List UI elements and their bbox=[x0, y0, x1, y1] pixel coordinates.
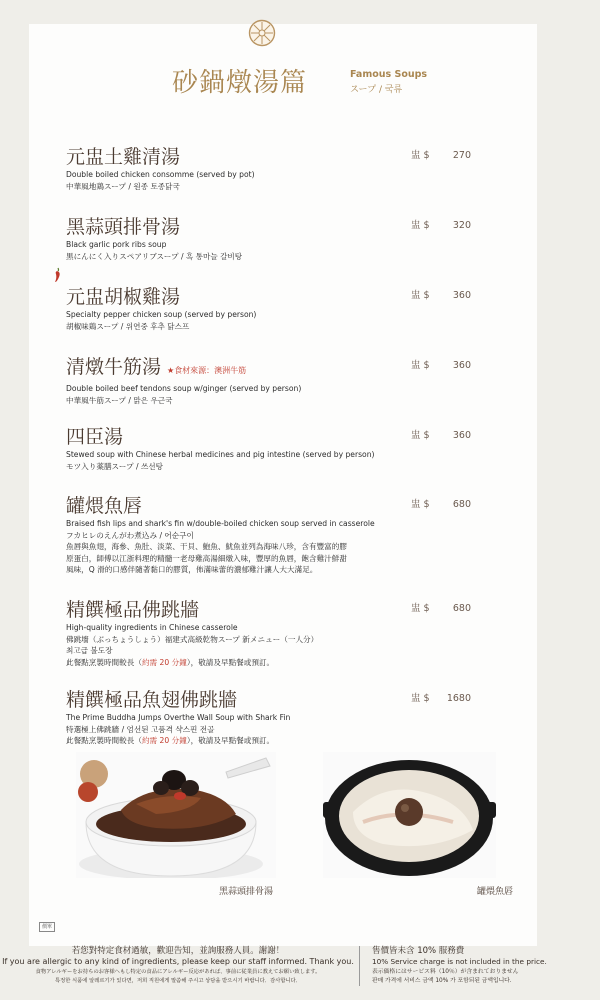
item-jp: 黒にんにく入りスペアリブスープ / 흑 통마늘 갈비탕 bbox=[66, 251, 243, 261]
lotus-logo-icon bbox=[248, 19, 276, 47]
item-desc: 風味，Q 滑的口感伴隨著黏口的膠質，佈滿味蕾的濃郁雞汁讓人大大滿足。 bbox=[66, 565, 318, 574]
section-title-en: Famous Soups bbox=[350, 69, 428, 80]
price-value: 270 bbox=[452, 150, 471, 161]
item-name: 元盅土雞清湯 bbox=[66, 146, 181, 168]
item-price bbox=[411, 147, 501, 161]
item-jp: フカヒレのえんがわ煮込み / 어순구이 bbox=[66, 530, 194, 540]
allergy-zh: 若您對特定食材過敏，歡迎告知，並詢服務人員。謝謝！ bbox=[71, 946, 285, 956]
price-value: 360 bbox=[452, 430, 471, 441]
price-stamp: 價單 bbox=[39, 922, 55, 932]
price-value: 1680 bbox=[446, 693, 471, 704]
currency: 盅 $ bbox=[411, 693, 430, 704]
footer bbox=[0, 946, 600, 1000]
allergy-kr: 특정한 식품에 알레르기가 있다면，저희 직원에게 말씀해 주시고 상담을 받으시기 바랍니다．감사합니다． bbox=[55, 977, 301, 984]
allergy-jp: 食物アレルギーをお持ちのお客様へもし特定の食品にアレルギー反応があれば、事前に従業員に教えてお願い致します。 bbox=[35, 968, 321, 975]
ingredient-source-note: ★食材來源：澳洲牛筋 bbox=[167, 366, 247, 375]
photo-caption-left: 黑蒜頭排骨湯 bbox=[219, 887, 274, 897]
currency: 盅 $ bbox=[411, 430, 430, 441]
item-jp: 特選極上佛跳牆 / 엄선된 고품격 샥스핀 전골 bbox=[66, 724, 215, 734]
item-price bbox=[411, 287, 501, 301]
prep-time-notice: 此餐點烹製時間較長（約需 20 分鐘），敬請及早點餐或預訂。 bbox=[66, 736, 275, 745]
item-desc: 魚唇與魚翅，海參、魚肚、淡菜、干貝、鮑魚、魷魚並列為海味八珍，含有豐富的膠 bbox=[66, 542, 347, 551]
fish-lips-casserole-photo bbox=[323, 752, 496, 878]
item-price bbox=[411, 600, 501, 614]
item-jp: モツ入り薬膳スープ / 쓰선탕 bbox=[66, 461, 163, 471]
price-value: 680 bbox=[452, 603, 471, 614]
item-name: 元盅胡椒雞湯 bbox=[66, 286, 181, 308]
item-en: Stewed soup with Chinese herbal medicines and pig intestine (served by person) bbox=[66, 450, 375, 459]
item-price bbox=[411, 217, 501, 231]
item-en: Double boiled chicken consomme (served by pot) bbox=[66, 170, 255, 179]
currency: 盅 $ bbox=[411, 290, 430, 301]
item-jp: 胡椒味鶏スープ / 위연중 후추 닭스프 bbox=[66, 321, 190, 331]
price-value: 360 bbox=[452, 290, 471, 301]
currency: 盅 $ bbox=[411, 220, 430, 231]
price-value: 360 bbox=[452, 360, 471, 371]
allergy-en: If you are allergic to any kind of ingredients, please keep our staff informed. Thank you. bbox=[2, 957, 354, 966]
item-kr: 최고급 불도장 bbox=[66, 646, 113, 655]
currency: 盅 $ bbox=[411, 360, 430, 371]
section-title: 砂鍋燉湯篇 bbox=[172, 68, 308, 98]
currency: 盅 $ bbox=[411, 603, 430, 614]
service-charge-notice bbox=[372, 946, 594, 986]
service-kr: 판매 가격에 서비스 금액 10% 가 포함되된 금액입니다． bbox=[372, 977, 516, 984]
item-en: The Prime Buddha Jumps Overthe Wall Soup with Shark Fin bbox=[66, 713, 291, 722]
item-en: Braised fish lips and shark's fin w/double-boiled chicken soup served in casserole bbox=[66, 519, 375, 528]
item-price bbox=[411, 496, 501, 510]
item-desc: 原蛋白，師傅以江浙料理的精髓一老母雞高湯細燉入味，豐厚的魚唇，飽含雞汁鮮甜 bbox=[66, 553, 347, 563]
item-name: 精饌極品魚翅佛跳牆 bbox=[66, 689, 238, 711]
price-value: 320 bbox=[452, 220, 471, 231]
service-jp: 表示価格にはサービス料（10％）が含まれておりません bbox=[372, 968, 519, 975]
item-price bbox=[411, 690, 501, 704]
item-name: 罐煨魚唇 bbox=[66, 495, 143, 517]
item-price bbox=[411, 357, 501, 371]
section-title-sub: スープ / 국류 bbox=[350, 85, 403, 95]
item-name: 精饌極品佛跳牆 bbox=[66, 599, 200, 621]
item-en: Black garlic pork ribs soup bbox=[66, 240, 167, 249]
photo-caption-right: 罐煨魚唇 bbox=[477, 887, 514, 897]
item-name-text: 清燉牛筋湯 bbox=[66, 356, 162, 378]
item-en: Specialty pepper chicken soup (served by person) bbox=[66, 310, 257, 319]
chili-pepper-icon bbox=[53, 267, 62, 283]
item-price bbox=[411, 427, 501, 441]
item-en: Double boiled beef tendons soup w/ginger (served by person) bbox=[66, 384, 302, 393]
currency: 盅 $ bbox=[411, 499, 430, 510]
item-jp: 佛跳墻（ぶっちょうしょう）福建式高級乾物スープ 新メニュー（一人分） bbox=[66, 634, 319, 644]
prep-time-notice: 此餐點烹製時間較長（約需 20 分鐘），敬請及早點餐或預訂。 bbox=[66, 657, 275, 667]
item-name: 黑蒜頭排骨湯 bbox=[66, 216, 181, 238]
item-jp: 中華風地鶏スープ / 원종 토종닭국 bbox=[66, 181, 180, 191]
service-en: 10% Service charge is not included in the price. bbox=[372, 957, 547, 966]
price-value: 680 bbox=[452, 499, 471, 510]
item-jp: 中華風牛筋スープ / 맑은 우근국 bbox=[66, 395, 173, 405]
footer-divider bbox=[359, 946, 360, 986]
service-zh: 售價皆未含 10% 服務費 bbox=[372, 946, 465, 956]
currency: 盅 $ bbox=[411, 150, 430, 161]
allergy-notice bbox=[0, 946, 356, 986]
black-garlic-soup-photo bbox=[76, 752, 276, 878]
item-en: High-quality ingredients in Chinese casserole bbox=[66, 623, 238, 632]
item-name: 四臣湯 bbox=[66, 426, 124, 448]
